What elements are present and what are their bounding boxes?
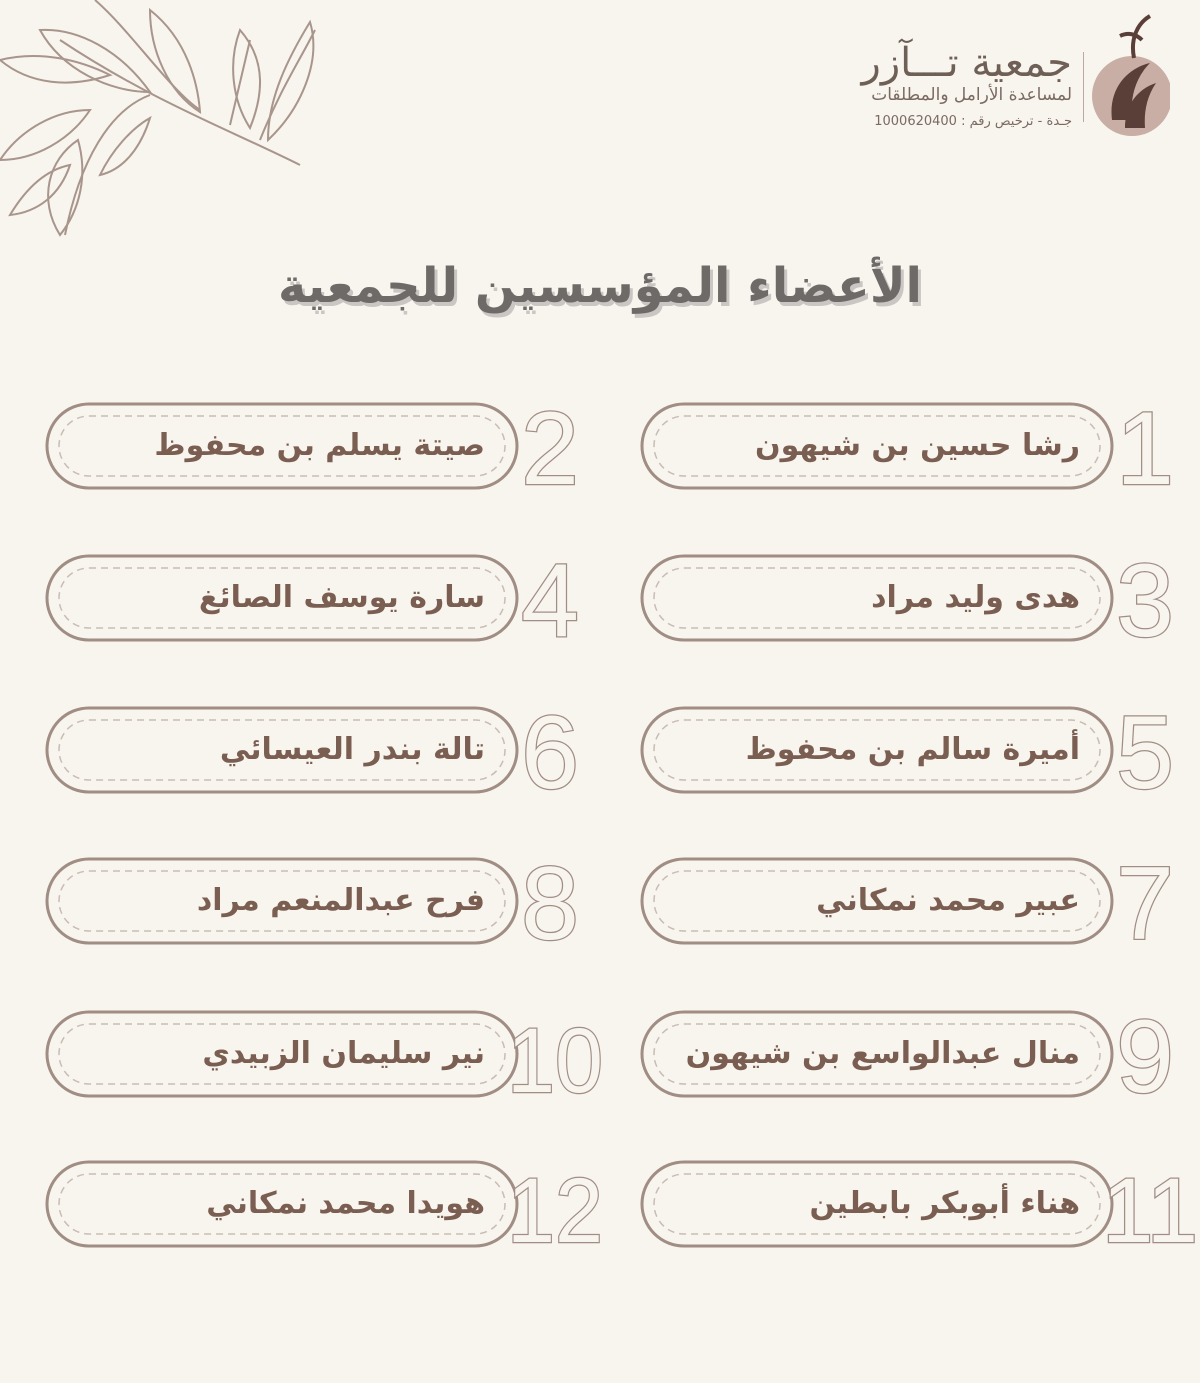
org-subtitle: لمساعدة الأرامل والمطلقات xyxy=(871,85,1072,105)
member-name: صيتة يسلم بن محفوظ xyxy=(154,428,485,463)
member-number: 9 xyxy=(1116,999,1174,1115)
logo-mark xyxy=(1090,8,1170,148)
member-number: 6 xyxy=(521,695,579,811)
page-title: الأعضاء المؤسسين للجمعية xyxy=(277,258,923,314)
member-name: فرح عبدالمنعم مراد xyxy=(196,883,485,918)
member-card xyxy=(45,543,585,659)
member-name: هناء أبوبكر بابطين xyxy=(809,1186,1080,1221)
member-number: 5 xyxy=(1116,695,1174,811)
member-card xyxy=(640,391,1180,507)
member-number: 7 xyxy=(1116,846,1174,962)
member-card xyxy=(45,391,585,507)
leaf-branch-decoration xyxy=(0,0,320,245)
member-name: هدى وليد مراد xyxy=(871,580,1080,615)
member-name: منال عبدالواسع بن شيهون xyxy=(685,1036,1080,1071)
member-card xyxy=(45,1010,603,1112)
member-card xyxy=(640,543,1180,659)
member-number: 10 xyxy=(507,1010,603,1112)
member-name: هويدا محمد نمكاني xyxy=(206,1186,485,1221)
member-number: 4 xyxy=(521,543,579,659)
member-name: عبير محمد نمكاني xyxy=(816,883,1080,918)
member-card xyxy=(640,846,1180,962)
member-card xyxy=(640,695,1180,811)
member-card xyxy=(45,846,585,962)
member-number: 11 xyxy=(1102,1160,1198,1262)
member-name: تالة بندر العيسائي xyxy=(219,732,485,767)
member-card xyxy=(640,1160,1198,1262)
member-number: 8 xyxy=(521,846,579,962)
member-number: 2 xyxy=(521,391,579,507)
member-number: 1 xyxy=(1116,391,1174,507)
member-card xyxy=(640,999,1180,1115)
logo-divider xyxy=(1083,52,1084,122)
member-name: نير سليمان الزبيدي xyxy=(202,1036,485,1071)
member-number: 3 xyxy=(1116,543,1174,659)
member-name: رشا حسين بن شيهون xyxy=(755,428,1080,463)
member-name: أميرة سالم بن محفوظ xyxy=(745,732,1080,767)
member-card xyxy=(45,1160,603,1262)
org-license: جـدة - ترخيص رقم : 1000620400 xyxy=(874,114,1072,129)
member-number: 12 xyxy=(507,1160,603,1262)
member-name: سارة يوسف الصائغ xyxy=(198,580,485,615)
member-card xyxy=(45,695,585,811)
org-name: جمعية تـــآزر xyxy=(861,40,1072,86)
